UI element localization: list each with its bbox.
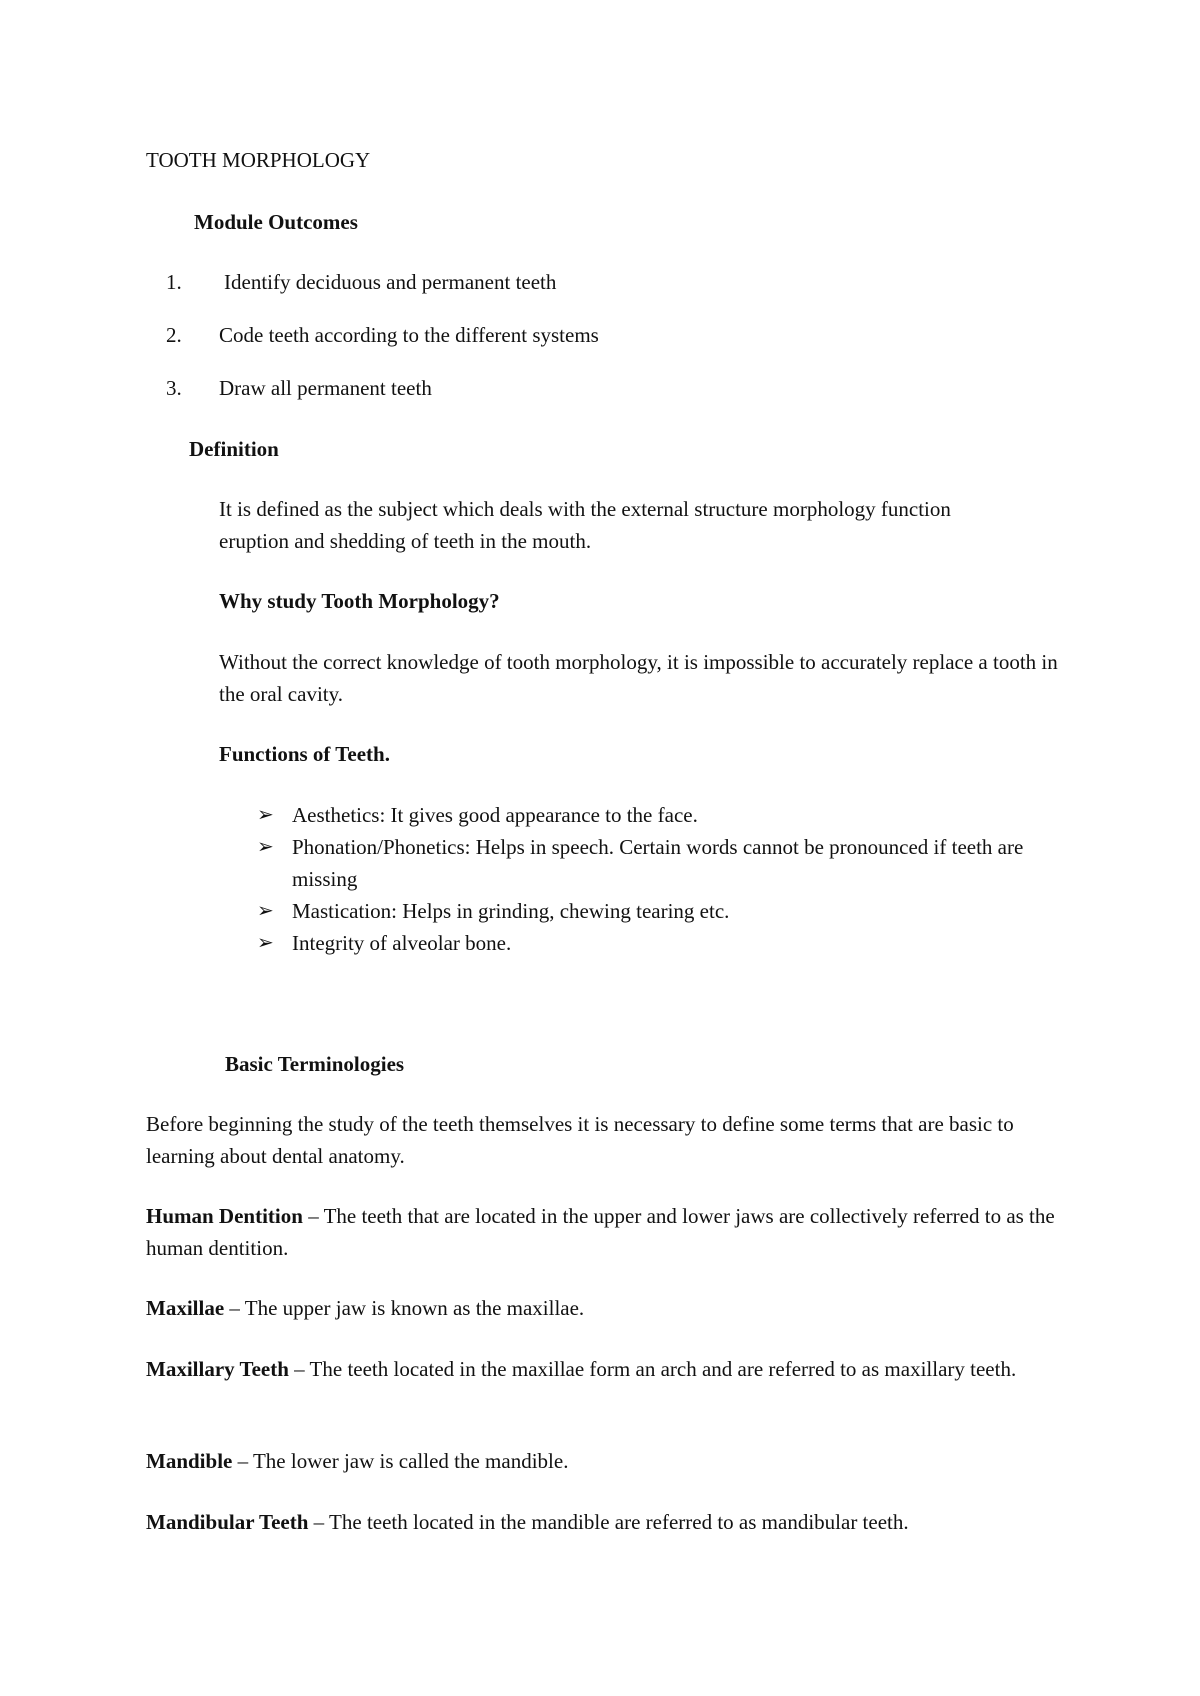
term-definition: The upper jaw is known as the maxillae. <box>244 1296 585 1320</box>
arrow-bullet-icon: ➢ <box>257 836 274 858</box>
definition-heading: Definition <box>189 437 279 461</box>
terminologies-heading: Basic Terminologies <box>225 1052 405 1076</box>
outcome-item: Draw all permanent teeth <box>219 376 432 400</box>
term-name: Mandibular Teeth <box>146 1510 309 1534</box>
arrow-bullet-icon: ➢ <box>257 900 274 922</box>
term-separator: – <box>308 1510 330 1534</box>
term-definition: The lower jaw is called the mandible. <box>252 1449 569 1473</box>
outcome-number: 3. <box>166 376 182 400</box>
outcome-number: 2. <box>166 323 182 347</box>
why-text: Without the correct knowledge of tooth morphology, it is impossible to accurately replace a tooth in the oral cavity. <box>219 650 1058 706</box>
terminologies-intro: Before beginning the study of the teeth themselves it is necessary to define some terms that are basic to learning about dental anatomy. <box>146 1112 1014 1168</box>
term-separator: – <box>232 1449 253 1473</box>
why-heading: Why study Tooth Morphology? <box>219 589 500 613</box>
term-definition: The teeth that are located in the upper and lower jaws are collectively referred to as the human dentition. <box>146 1204 1055 1260</box>
term-name: Mandible <box>146 1449 233 1473</box>
term-separator: – <box>224 1296 245 1320</box>
term-entry <box>146 1292 1066 1324</box>
term-entry <box>146 1506 1106 1538</box>
term-entry <box>146 1200 1066 1264</box>
arrow-bullet-icon: ➢ <box>257 932 274 954</box>
outcomes-heading: Module Outcomes <box>194 210 358 234</box>
outcome-number: 1. <box>166 270 182 294</box>
term-entry <box>146 1445 1066 1477</box>
functions-heading: Functions of Teeth. <box>219 742 390 766</box>
function-item: Mastication: Helps in grinding, chewing tearing etc. <box>292 899 730 923</box>
arrow-bullet-icon: ➢ <box>257 804 274 826</box>
function-item: Phonation/Phonetics: Helps in speech. Certain words cannot be pronounced if teeth are missing <box>292 835 1024 891</box>
term-name: Maxillae <box>146 1296 225 1320</box>
definition-text: It is defined as the subject which deals with the external structure morphology function eruption and shedding of teeth in the mouth. <box>219 497 951 553</box>
term-separator: – <box>302 1204 324 1228</box>
outcome-item: Code teeth according to the different systems <box>219 323 599 347</box>
term-definition: The teeth located in the mandible are referred to as mandibular teeth. <box>329 1510 909 1534</box>
term-name: Maxillary Teeth <box>146 1357 289 1381</box>
function-item: Aesthetics: It gives good appearance to the face. <box>292 803 698 827</box>
outcome-item: Identify deciduous and permanent teeth <box>224 270 557 294</box>
term-name: Human Dentition <box>146 1204 303 1228</box>
function-item: Integrity of alveolar bone. <box>292 931 512 955</box>
term-entry <box>146 1353 1066 1385</box>
term-definition: The teeth located in the maxillae form an arch and are referred to as maxillary teeth. <box>309 1357 1017 1381</box>
term-separator: – <box>288 1357 310 1381</box>
document-title: TOOTH MORPHOLOGY <box>146 148 371 172</box>
